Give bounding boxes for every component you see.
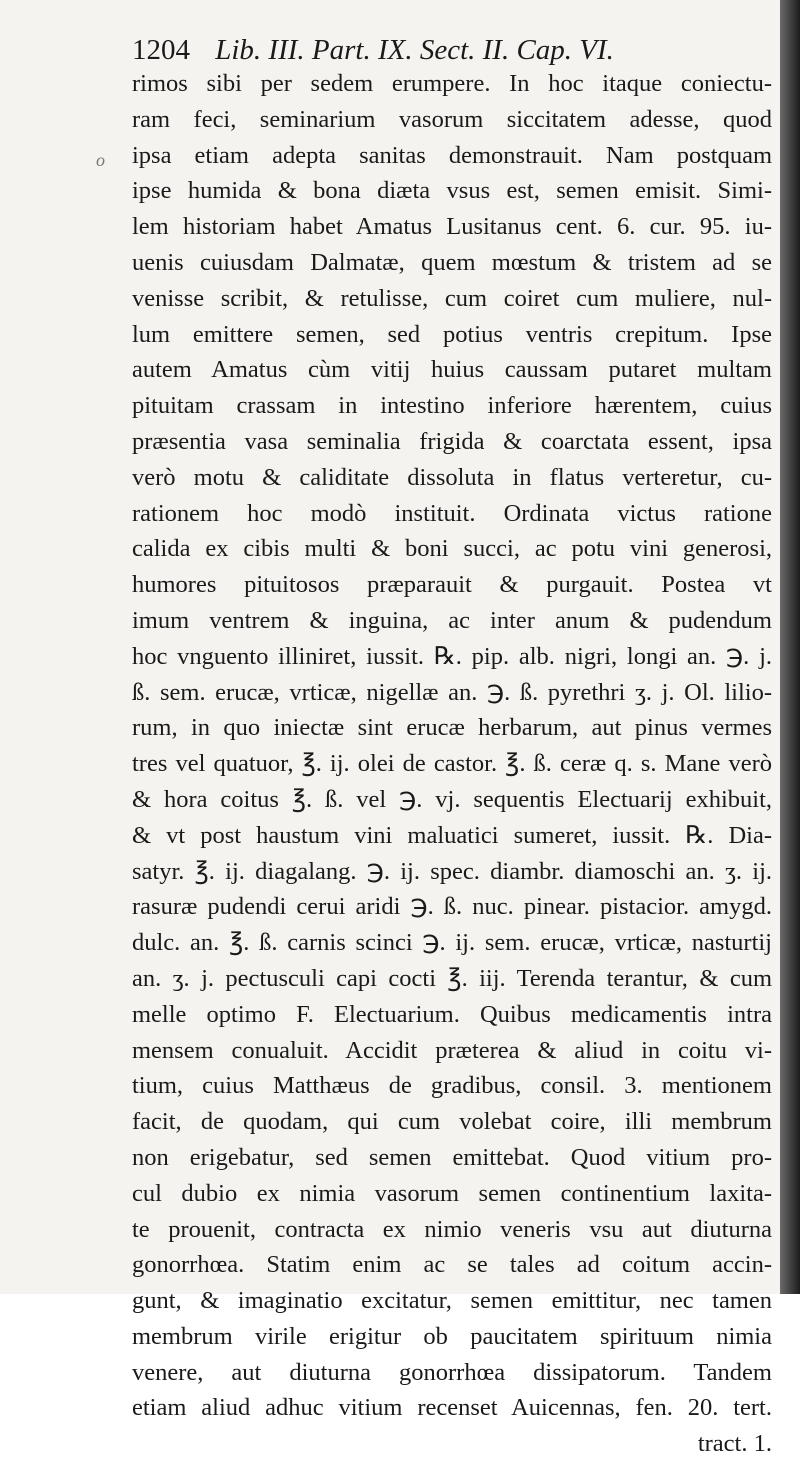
text-line: rum, in quo iniectæ sint erucæ herbarum, aut pinus vermes bbox=[132, 714, 772, 742]
running-header bbox=[132, 34, 772, 67]
running-title: Lib. III. Part. IX. Sect. II. Cap. VI. bbox=[215, 34, 614, 66]
margin-mark: o bbox=[96, 150, 105, 170]
page-number: 1204 bbox=[132, 34, 190, 66]
text-line: cul dubio ex nimia vasorum semen continentium laxita- bbox=[132, 1179, 772, 1207]
text-line: etiam aliud adhuc vitium recenset Auicennas, fen. 20. tert. bbox=[132, 1394, 772, 1422]
text-line: melle optimo F. Electuarium. Quibus medicamentis intra bbox=[132, 1000, 772, 1028]
text-line: te prouenit, contracta ex nimio veneris vsu aut diuturna bbox=[132, 1215, 772, 1243]
text-line: tract. 1. bbox=[697, 1430, 772, 1458]
text-line: tium, cuius Matthæus de gradibus, consil. 3. mentionem bbox=[132, 1072, 772, 1100]
text-line: non erigebatur, sed semen emittebat. Quod vitium pro- bbox=[132, 1143, 772, 1171]
text-line: lem historiam habet Amatus Lusitanus cent. 6. cur. 95. iu- bbox=[132, 213, 772, 241]
text-line: dulc. an. ℥. ß. carnis scinci ℈. ij. sem. erucæ, vrticæ, nasturtij bbox=[132, 929, 772, 957]
text-line: humores pituitosos præparauit & purgauit. Postea vt bbox=[132, 571, 772, 599]
text-line: imum ventrem & inguina, ac inter anum & pudendum bbox=[132, 606, 772, 634]
text-line: an. ʒ. j. pectusculi capi cocti ℥. iij. Terenda terantur, & cum bbox=[132, 964, 772, 992]
text-line: facit, de quodam, qui cum volebat coire, illi membrum bbox=[132, 1108, 772, 1136]
text-line: rimos sibi per sedem erumpere. In hoc itaque coniectu- bbox=[132, 70, 772, 97]
text-line: verò motu & caliditate dissoluta in flatus verteretur, cu- bbox=[132, 463, 772, 491]
text-line: lum emittere semen, sed potius ventris crepitum. Ipse bbox=[132, 320, 772, 348]
body-text bbox=[132, 66, 772, 1462]
text-line: membrum virile erigitur ob paucitatem spirituum nimia bbox=[132, 1322, 772, 1350]
text-line: hoc vnguento illiniret, iussit. ℞. pip. alb. nigri, longi an. ℈. j. bbox=[132, 642, 772, 670]
text-line: rasuræ pudendi cerui aridi ℈. ß. nuc. pinear. pistacior. amygd. bbox=[132, 893, 772, 921]
text-line: ipse humida & bona diæta vsus est, semen emisit. Simi- bbox=[132, 177, 772, 205]
text-line: præsentia vasa seminalia frigida & coarctata essent, ipsa bbox=[132, 427, 772, 455]
text-line: tres vel quatuor, ℥. ij. olei de castor. ℥. ß. ceræ q. s. Mane verò bbox=[132, 750, 772, 778]
text-line: uenis cuiusdam Dalmatæ, quem mœstum & tristem ad se bbox=[132, 248, 772, 276]
page-edge-shadow bbox=[780, 0, 800, 1294]
text-line: & hora coitus ℥. ß. vel ℈. vj. sequentis Electuarij exhibuit, bbox=[132, 785, 772, 813]
text-line: gunt, & imaginatio excitatur, semen emittitur, nec tamen bbox=[132, 1287, 772, 1315]
text-line: gonorrhœa. Statim enim ac se tales ad coitum accin- bbox=[132, 1251, 772, 1279]
text-line: ipsa etiam adepta sanitas demonstrauit. Nam postquam bbox=[132, 141, 772, 169]
text-line: satyr. ℥. ij. diagalang. ℈. ij. spec. diambr. diamoschi an. ʒ. ij. bbox=[132, 857, 772, 885]
text-line: autem Amatus cùm vitij huius caussam putaret multam bbox=[132, 356, 772, 384]
text-line: venere, aut diuturna gonorrhœa dissipatorum. Tandem bbox=[132, 1358, 772, 1386]
text-line: calida ex cibis multi & boni succi, ac potu vini generosi, bbox=[132, 535, 772, 563]
text-line: rationem hoc modò instituit. Ordinata victus ratione bbox=[132, 499, 772, 527]
text-line: mensem conualuit. Accidit præterea & aliud in coitu vi- bbox=[132, 1036, 772, 1064]
text-line: ram feci, seminarium vasorum siccitatem adesse, quod bbox=[132, 105, 772, 133]
text-line: pituitam crassam in intestino inferiore hærentem, cuius bbox=[132, 392, 772, 420]
text-line: & vt post haustum vini maluatici sumeret, iussit. ℞. Dia- bbox=[132, 821, 772, 849]
text-line: venisse scribit, & retulisse, cum coiret cum muliere, nul- bbox=[132, 284, 772, 312]
text-line: ß. sem. erucæ, vrticæ, nigellæ an. ℈. ß. pyrethri ʒ. j. Ol. lilio- bbox=[132, 678, 772, 706]
